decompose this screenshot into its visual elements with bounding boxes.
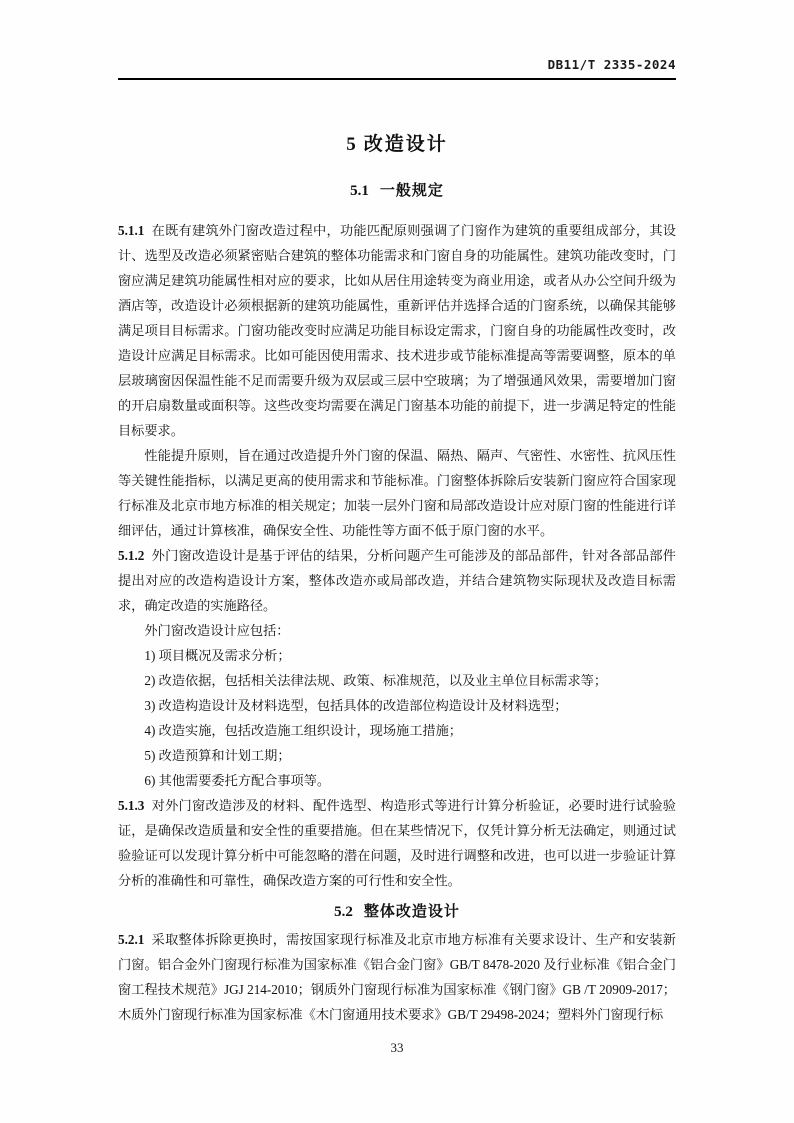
clause-5-1-2 — [118, 543, 676, 618]
paragraph-include-intro-text: 外门窗改造设计应包括： — [144, 623, 290, 638]
clause-5-1-2-number: 5.1.2 — [118, 548, 145, 563]
list-item-3: 3) 改造构造设计及材料选型，包括具体的改造部位构造设计及材料选型； — [144, 698, 568, 713]
clause-5-1-1-text: 在既有建筑外门窗改造过程中，功能匹配原则强调了门窗作为建筑的重要组成部分，其设计、选型及改造必须紧密贴合建筑的整体功能需求和门窗自身的功能属性。建筑功能改变时，门窗应满足建筑功能属性相对应的要求，比如从居住用途转变为商业用途，或者从办公空间升级为酒店等，改造设计必须根据新的建筑功能属性，重新评估并选择合适的门窗系统，以确保其能够满足项目目标需求。门窗功能改变时应满足功能目标设定需求，门窗自身的功能属性改变时，改造设计应满足目标需求。比如可能因使用需求、技术进步或节能标准提高等需要调整，原本的单层玻璃窗因保温性能不足而需要升级为双层或三层中空玻璃；为了增强通风效果，需要增加门窗的开启扇数量或面积等。这些改变均需要在满足门窗基本功能的前提下，进一步满足特定的性能目标要求。 — [118, 223, 676, 438]
chapter-number: 5 — [346, 134, 356, 155]
section-5-2-number: 5.2 — [334, 904, 353, 920]
list-item-4: 4) 改造实施，包括改造施工组织设计，现场施工措施； — [144, 723, 462, 738]
standard-code: DB11/T 2335-2024 — [547, 57, 676, 72]
paragraph-performance-principle — [118, 443, 676, 543]
clause-5-1-3 — [118, 793, 676, 893]
clause-5-1-3-text: 对外门窗改造涉及的材料、配件选型、构造形式等进行计算分析验证，必要时进行试验验证，是确保改造质量和安全性的重要措施。但在某些情况下，仅凭计算分析无法确定，则通过试验验证可以发现计算分析中可能忽略的潜在问题，及时进行调整和改进，也可以进一步验证计算分析的准确性和可靠性，确保改造方案的可行性和安全性。 — [118, 798, 676, 888]
section-5-1-title: 一般规定 — [379, 182, 444, 199]
clause-5-1-1-number: 5.1.1 — [118, 223, 145, 238]
list-item-5: 5) 改造预算和计划工期； — [144, 748, 291, 763]
clause-5-2-1 — [118, 927, 676, 1027]
clause-5-1-1 — [118, 218, 676, 443]
chapter-title-text: 改造设计 — [363, 134, 448, 155]
chapter-title — [118, 133, 676, 157]
paragraph-performance-principle-text: 性能提升原则，旨在通过改造提升外门窗的保温、隔热、隔声、气密性、水密性、抗风压性等关键性能指标，以满足更高的使用需求和节能标准。门窗整体拆除后安装新门窗应符合国家现行标准及北京市地方标准的相关规定；加装一层外门窗和局部改造设计应对原门窗的性能进行详细评估，通过计算核准，确保安全性、功能性等方面不低于原门窗的水平。 — [118, 448, 676, 538]
list-item-2: 2) 改造依据，包括相关法律法规、政策、标准规范，以及业主单位目标需求等； — [144, 673, 608, 688]
clause-5-2-1-number: 5.2.1 — [118, 932, 145, 947]
header-rule — [118, 78, 676, 80]
list-item-1: 1) 项目概况及需求分析； — [144, 648, 291, 663]
page-number: 33 — [390, 1040, 404, 1055]
section-5-1-number: 5.1 — [350, 183, 369, 199]
clause-5-2-1-text: 采取整体拆除更换时，需按国家现行标准及北京市地方标准有关要求设计、生产和安装新门窗。铝合金外门窗现行标准为国家标准《铝合金门窗》GB/T 8478-2020 及行业标准《铝合金门窗工程技术规范》JGJ 214-2010；钢质外门窗现行标准为国家标准《钢门窗》GB /T 20909-2017；木质外门窗现行标准为国家标准《木门窗通用技术要求》GB/T 29498-2024；塑料外门窗现行标 — [118, 932, 676, 1022]
paragraph-include-intro — [118, 618, 676, 643]
section-5-2-title: 整体改造设计 — [363, 903, 460, 920]
clause-5-1-2-text: 外门窗改造设计是基于评估的结果，分析问题产生可能涉及的部品部件，针对各部品部件提出对应的改造构造设计方案，整体改造亦或局部改造，并结合建筑物实际现状及改造目标需求，确定改造的实施路径。 — [118, 548, 676, 613]
section-heading-5-2 — [118, 899, 676, 925]
list-item-6: 6) 其他需要委托方配合事项等。 — [144, 773, 331, 788]
body-text — [118, 218, 676, 1027]
section-heading-5-1 — [118, 183, 676, 199]
clause-5-1-3-number: 5.1.3 — [118, 798, 145, 813]
